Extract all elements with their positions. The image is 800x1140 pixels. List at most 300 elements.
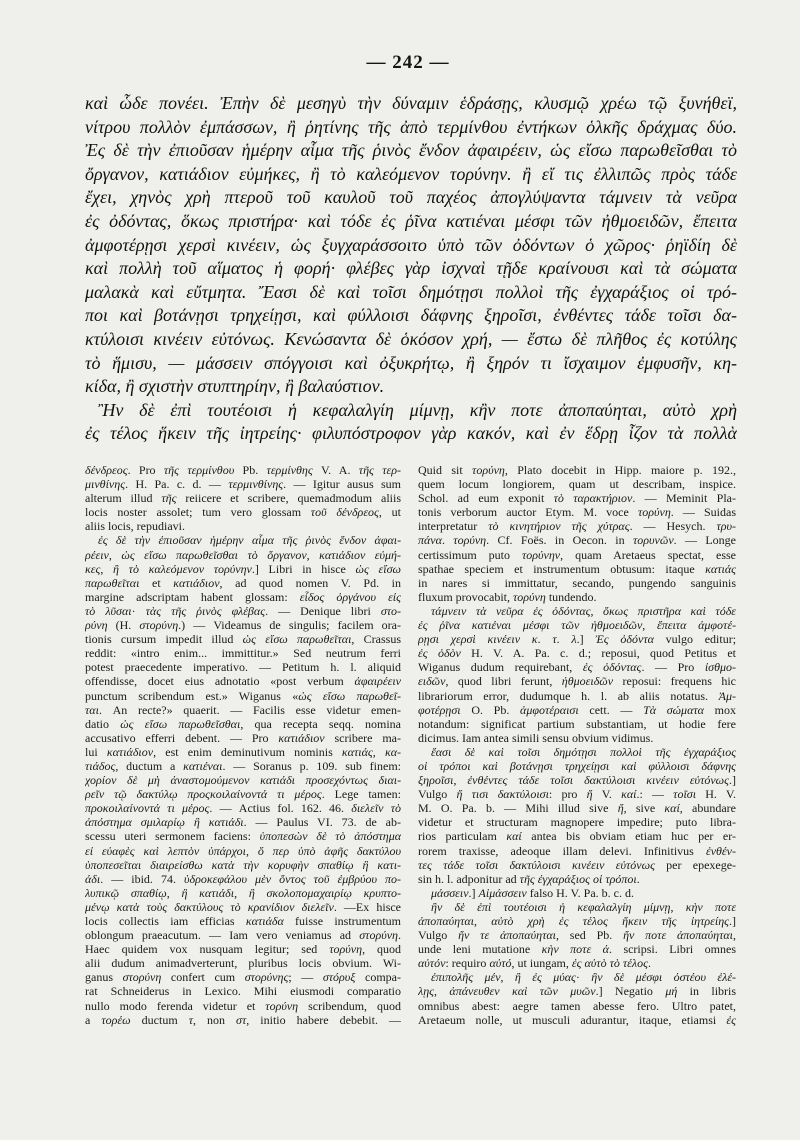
- greek-word: ἀ: [602, 942, 609, 957]
- greek-word: τόδε: [715, 603, 736, 618]
- greek-word: αἷμα: [251, 533, 274, 548]
- greek-word: χορίον: [85, 773, 117, 788]
- greek-word: εἴσω: [322, 688, 346, 703]
- greek-word: τρυ: [716, 519, 733, 534]
- greek-word: τὸ: [390, 801, 401, 816]
- greek-word: Αἱμάσσειν: [478, 885, 527, 900]
- footnote-line: Haec quidem vox nusquam legitur; sed τορύνη, quod: [85, 942, 401, 957]
- footnote-line: τὸ λῦσαι· τὰς τῆς ῥινὸς φλέβας. — Denique libri στο-: [85, 603, 401, 618]
- greek-word: ὡς: [121, 547, 135, 562]
- greek-word: τορύνη: [472, 463, 505, 477]
- main-text-line: ἔχει, χηνὸς χρὴ πτεροῦ τοῦ καυλοῦ τοῦ παχέος ἀπογλύψαντα τάμνειν τὰ νεῦρα: [85, 187, 737, 208]
- greek-word: μέσφι: [522, 618, 550, 633]
- footnote-line: ἐς ῥῖνα κατιέναι μέσφι τῶν ἠθμοειδῶν, ἔπειτα ἀμφοτέ-: [418, 618, 736, 633]
- footnote-line: χορίον δὲ μὴ ἀναστομούμενον κατιάδι προσεχόντως διαι-: [85, 773, 401, 788]
- greek-word: δημότῃσι: [553, 744, 597, 759]
- footnote-line: rorem traxisse, adeoque illam delevi. Infinitivus ἐνθέν-: [418, 843, 736, 858]
- greek-word: εὐμή: [374, 547, 398, 562]
- footnote-line: punctum scribendum est.» Wiganus «ὡς εἴσω παρωθεῖ-: [85, 688, 401, 703]
- footnote-line: locis collectis iam efficias κατιάδα fuisse instrumentum: [85, 914, 401, 928]
- greek-word: δακτύλους: [174, 899, 224, 914]
- greek-word: τὰς: [145, 603, 162, 618]
- greek-word: ἔασι: [431, 744, 452, 759]
- greek-word: μένῳ: [85, 899, 110, 914]
- footnote-line: unde leni mutatione κὴν ποτε ἀ. scripsi. Libri omnes: [418, 942, 736, 957]
- greek-word: σώματα: [666, 702, 704, 717]
- greek-word: ἀποπαύηται: [418, 914, 475, 928]
- greek-word: στορύνης: [244, 970, 289, 985]
- greek-word: ἐμβρύου: [337, 871, 377, 886]
- greek-word: ἐς: [726, 1012, 736, 1027]
- greek-word: ἀναστομούμενον: [170, 773, 250, 788]
- greek-word: κες: [85, 561, 101, 576]
- greek-word: ἠθμοειδῶν: [590, 618, 643, 633]
- greek-word: τὴν: [134, 533, 151, 548]
- greek-word: εἴσω: [378, 561, 401, 576]
- main-text-line: ἀμφοτέρῃσι χερσὶ κινέειν, ὡς ξυγχαράσσοιτο ὑπὸ τῶν ὀδόντων ὁ χῶρος· ῥηϊδίη δὲ: [85, 234, 737, 255]
- greek-word: παρωθεῖται: [85, 575, 140, 590]
- greek-word: φοτέρῃσι: [418, 702, 461, 717]
- greek-word: ἀφαι: [374, 533, 398, 548]
- footnote-line: Wiganus dudum requirebant, ἐς ὀδόντας. — Pro ἰσθμο-: [418, 660, 736, 675]
- greek-word: κρανίδιον: [247, 899, 295, 914]
- greek-word: στορύνη: [139, 618, 179, 633]
- greek-word: ἢ: [193, 815, 200, 830]
- footnote-line: δένδρεος. Pro τῆς τερμίνθου Pb. τερμίνθης V. A. τῆς τερ-: [85, 463, 401, 477]
- main-text-line: ἐς ὀδόντας, ὅκως πριστήρα· καὶ τόδε ἐς ῥῖνα κατιέναι μέσφι τῶν ἠθμοειδῶν, ἔπειτα: [85, 210, 737, 231]
- greek-word: λῦσαι: [105, 603, 132, 618]
- greek-word: ὡς: [355, 561, 369, 576]
- greek-word: εὐαφὲς: [101, 843, 135, 858]
- greek-word: δὲ: [127, 773, 138, 788]
- greek-word: ὡς: [120, 716, 134, 731]
- main-text-line: νίτρου πολλὸν ἐμπάσσων, ἢ ῥητίνης τῆς ἀπὸ τερμίνθου ἐντήκων ὁλκῆς δράχμας δύο.: [85, 116, 737, 137]
- page-number: — 242 —: [366, 52, 450, 73]
- footnote-line: scessu uteri sermonem faciens: ὑποπεσὼν δὲ τὸ ἀπόστημα: [85, 829, 401, 844]
- greek-word: εἴσω: [265, 632, 288, 647]
- footnote-line: ξηροῖσι, ἐνθέντες τάδε τοῖσι δακτύλοισι κινέειν εὐτόνως.]: [418, 773, 736, 788]
- greek-word: μινθίνης: [85, 477, 126, 492]
- greek-word: εἰς: [388, 589, 401, 604]
- greek-word: κατι: [377, 857, 398, 872]
- greek-word: τὸ: [335, 829, 346, 844]
- greek-word: σπαθίῳ: [130, 885, 167, 900]
- greek-word: ποτε: [645, 928, 667, 943]
- footnote-line: ρεῖν τῷ δακτύλῳ προςκοιλαίνοντά τι μέρος. Lege tamen:: [85, 787, 401, 802]
- greek-word: αὐτόν: [418, 956, 446, 971]
- greek-word: εἶδος: [299, 589, 325, 604]
- footnote-line: κες, ἢ τὸ καλεόμενον τορύνην.] Libri in hisce ὡς εἴσω: [85, 561, 401, 576]
- greek-word: ἐς: [418, 646, 428, 661]
- footnote-line: tionis cursum impedit illud ὡς εἴσω παρωθεῖται, Crassus: [85, 632, 401, 647]
- greek-word: τορύνην: [521, 547, 561, 562]
- greek-word: ἐνθέντες: [467, 773, 508, 788]
- greek-word: λ: [571, 632, 577, 647]
- greek-word: κινέειν: [487, 632, 521, 647]
- greek-word: ρέειν: [85, 547, 109, 562]
- greek-word: μὴ: [147, 773, 160, 788]
- greek-word: ποτε: [715, 899, 736, 914]
- greek-word: καὶ: [621, 758, 637, 773]
- greek-word: τισι: [471, 787, 489, 802]
- footnote-line: librariorum error, dudumque h. l. ab aliis notatus. Ἀμ-: [418, 688, 736, 703]
- footnote-line: ἀπόστημα σμιλαρίῳ ἢ κατιάδι. — Paulus VI. 73. de ab-: [85, 815, 401, 830]
- footnote-line: alii dudum animadverterunt, pluribus locis obvium. Wi-: [85, 956, 401, 971]
- greek-word: καὶ: [482, 758, 498, 773]
- footnote-line: Vulgo ἤν τε ἀποπαύηται, sed Pb. ἤν ποτε ἀποπαύηται,: [418, 928, 736, 943]
- greek-word: τρόποι: [439, 758, 471, 773]
- greek-word: δὲ: [316, 829, 327, 844]
- greek-word: διελεῖν: [301, 899, 334, 914]
- greek-word: μή: [665, 984, 678, 999]
- footnote-line: Schol. ad eum exponit τὸ ταρακτήριον. — Meminit Pla-: [418, 491, 736, 506]
- greek-word: μάσσειν: [431, 885, 469, 900]
- footnote-line: notandum: significat partium substantiam, ut hodie fere: [418, 716, 736, 731]
- footnote-line: Quid sit τορύνη, Plato docebit in Hipp. maiore p. 192.,: [418, 463, 736, 477]
- greek-word: δακτύλοισι: [509, 857, 561, 872]
- footnote-line: φοτέρῃσι O. Pb. ἀμφοτέραισι cett. — Τὰ σώματα mox: [418, 702, 736, 717]
- greek-word: δακτύλῳ: [136, 787, 178, 802]
- greek-word: τοὺς: [146, 899, 168, 914]
- greek-word: μέν: [484, 970, 501, 985]
- greek-word: αὐτὸ: [584, 956, 607, 971]
- greek-word: τάδε: [518, 773, 540, 788]
- greek-word: ὀστέου: [673, 970, 707, 985]
- footnote-line: μένῳ κατὰ τοὺς δακτύλους τὸ κρανίδιον διελεῖν. —Ex hisce: [85, 899, 401, 914]
- greek-word: ρύνη: [85, 618, 108, 633]
- greek-word: δάφνης: [701, 758, 736, 773]
- greek-word: προσεχόντως: [305, 773, 368, 788]
- footnote-line: accusativo efferri debent. — Pro κατιάδιον scribere ma-: [85, 730, 401, 745]
- greek-word: ἀποπαύηται: [676, 928, 733, 943]
- greek-word: στόρυξ: [322, 970, 356, 985]
- footnote-line: τες τάδε τοῖσι δακτύλοισι κινέειν εὐτόνως per epexege-: [418, 857, 736, 872]
- greek-word: ἐς: [418, 618, 428, 633]
- greek-word: μὲν: [255, 871, 272, 886]
- footnote-line: ganus στορύνη confert cum στορύνης; — στόρυξ compa-: [85, 970, 401, 985]
- footnote-line: ρύνη (H. στορύνη.) — Videamus de singulis; facilem ora-: [85, 618, 401, 633]
- footnote-line: ειδῶν, quod libri ferunt, ἠθμοειδῶν reposui: frequens hic: [418, 674, 736, 689]
- greek-word: κα: [384, 744, 398, 759]
- greek-word: διελεῖν: [351, 801, 384, 816]
- greek-word: ἤ: [456, 787, 463, 802]
- greek-word: εἰ: [85, 843, 94, 858]
- footnote-line: reddit: «intro enim... immittitur.» Sed neutrum ferri: [85, 646, 401, 661]
- greek-word: ὀδόντας: [603, 660, 642, 675]
- main-text-line: τὸ ἥμισυ, — μάσσειν σπόγγοισι καὶ ὀξυκρήτῳ, ἢ ξηρόν τι ἴσχαιμον ἐμφυσῆν, κη-: [85, 352, 737, 373]
- greek-word: τάδε: [443, 857, 465, 872]
- greek-word: ἐς: [532, 970, 542, 985]
- footnote-line: [418, 745, 736, 759]
- greek-word: ἐπιοῦσαν: [158, 533, 202, 548]
- greek-word: οἱ: [418, 758, 428, 773]
- main-text-line: ἐς τέλος ἥκειν τῆς ἰητρείης· φιλυπόστροφον γὰρ κακόν, καὶ ἐν ἕδρῃ ἶζον τὰ πολλὰ: [85, 423, 737, 444]
- footnote-line: nullo modo ferenda videtur et τορύνη scribendum, quod: [85, 998, 401, 1013]
- footnote-line: sin h. l. adponitur ad τῆς ἐγχαράξιος οἱ τρόποι.: [418, 871, 640, 886]
- main-text-line: κίδα, ἢ σχιστὴν στυπτηρίην, ἢ βαλαύστιον.: [85, 376, 385, 397]
- greek-word: νεῦρα: [495, 603, 524, 618]
- greek-word: εἴσω: [144, 716, 168, 731]
- footnote-line: ἀποπαύηται, αὐτὸ χρὴ ἐς τέλος ἥκειν τῆς ἰητρείης.]: [418, 914, 736, 928]
- greek-word: ἤν: [458, 928, 470, 943]
- greek-word: ἐς: [533, 603, 543, 618]
- greek-word: κατὰ: [211, 857, 235, 872]
- greek-word: κινητήριον: [509, 519, 561, 534]
- greek-word: κατὰ: [116, 899, 140, 914]
- greek-word: ἠθμοειδῶν: [561, 674, 614, 689]
- greek-word: ἰητρείης: [690, 914, 730, 928]
- greek-word: βοτάνῃσι: [509, 758, 553, 773]
- greek-word: περ: [272, 843, 290, 858]
- greek-word: τουτέοισι: [503, 899, 547, 914]
- greek-word: τοῦ: [313, 871, 330, 886]
- greek-word: τῆς: [358, 463, 374, 477]
- greek-word: κεφαλαλγίη: [577, 899, 632, 914]
- greek-word: ὄργανον: [267, 547, 307, 562]
- greek-word: ἔπειτα: [656, 618, 687, 633]
- footnote-line: potest praecedente imperativo. — Petitum h. l. aliquid: [85, 660, 401, 675]
- greek-word: τῆς: [161, 491, 177, 506]
- greek-word: τὸ: [488, 519, 499, 534]
- greek-word: τὸ: [85, 603, 96, 618]
- greek-word: ἤ: [617, 801, 624, 816]
- greek-word: προςκοιλαίνοντά: [187, 787, 268, 802]
- greek-word: Τὰ: [643, 702, 657, 717]
- greek-word: ῥινὸς: [196, 603, 222, 618]
- greek-word: ποτε: [570, 942, 592, 957]
- greek-word: κατιάδιον: [319, 547, 366, 562]
- greek-word: κατιάδι: [260, 773, 295, 788]
- greek-word: φύλλοισι: [648, 758, 690, 773]
- footnote-line: Aretaeum nolle, ut musculi adurantur, itaque, etiamsi ἐς: [418, 1012, 736, 1027]
- greek-word: τερμινθίνης: [228, 477, 284, 492]
- footnote-line: ἐπιπολῆς μέν, ἢ ἐς μύας· ἢν δὲ μέσφι ὀστέου ἐλέ-: [431, 970, 736, 985]
- greek-word: μέρος: [182, 801, 210, 816]
- footnote-line: alterum illud τῆς reiicere et scribere, quemadmodum aliis: [85, 491, 401, 506]
- greek-word: τῆς: [163, 463, 180, 477]
- footnote-line: τάμνειν τὰ νεῦρα ἐς ὀδόντας, ὅκως πριστῆρα καὶ τόδε: [431, 603, 736, 618]
- greek-word: τες: [418, 857, 432, 872]
- greek-word: τῶν: [539, 984, 558, 999]
- greek-word: ἀφαιρέειν: [354, 674, 401, 689]
- greek-word: ὅκως: [603, 603, 629, 618]
- greek-word: ρῃσι: [418, 632, 439, 647]
- greek-word: ὄντος: [279, 871, 306, 886]
- greek-word: ἤ: [586, 787, 593, 802]
- greek-word: ὑδροκεφάλου: [183, 871, 247, 886]
- footnote-line: μάσσειν.] Αἱμάσσειν falso H. V. Pa. b. c. d.: [431, 885, 634, 900]
- greek-word: τῆς: [519, 871, 535, 886]
- greek-word: αὐτὸ: [491, 914, 514, 928]
- greek-word: τὸ: [128, 561, 139, 576]
- greek-word: ὡς: [242, 632, 257, 647]
- greek-word: καὶ: [690, 603, 706, 618]
- greek-word: τορύνη: [512, 589, 546, 604]
- footnote-line: ται. An recte?» quaerit. — Facilis esse videtur emen-: [85, 702, 401, 717]
- greek-word: κὴν: [541, 942, 559, 957]
- greek-word: Ἐς: [595, 632, 609, 647]
- greek-word: ἡ: [559, 899, 566, 914]
- greek-word: τὰ: [475, 603, 487, 618]
- footnote-line: αὐτόν: requiro αὐτό, ut iungam, ἐς αὐτὸ τὸ τέλος.: [418, 956, 651, 971]
- greek-word: ἐς: [582, 660, 593, 675]
- greek-word: ἐς: [98, 533, 108, 548]
- greek-word: ἢ: [181, 885, 188, 900]
- greek-word: κὴν: [685, 899, 703, 914]
- greek-word: ἁφῆς: [324, 843, 349, 858]
- greek-word: πάνα: [418, 533, 442, 548]
- footnote-line: πάνα. τορύνη. Cf. Foës. in Oecon. in τορυνῶν. — Longe: [418, 533, 736, 548]
- greek-word: τὸ: [247, 547, 258, 562]
- footnote-line: λυπικῷ σπαθίῳ, ἢ κατιάδι, ἢ σκολοπομαχαιρίῳ κρυπτο-: [85, 885, 401, 900]
- footnote-line: videtur et structuram magnopere impedire; puto libra-: [418, 815, 736, 830]
- greek-word: διαιρείσθω: [150, 857, 203, 872]
- greek-word: ἤν: [623, 928, 635, 943]
- greek-word: Ἀμ: [718, 688, 732, 703]
- greek-word: τῆς: [282, 533, 298, 548]
- greek-word: άδι: [85, 871, 101, 886]
- greek-word: καλεόμενον: [148, 561, 205, 576]
- greek-word: δακτύλου: [356, 843, 401, 858]
- greek-word: ἀπόστημα: [85, 815, 132, 830]
- footnote-line: interpretatur τὸ κινητήριον τῆς χύτρας. — Hesych. τρυ-: [418, 519, 736, 534]
- main-text-line: ποι καὶ βοτάνῃσι τρηχείῃσι, καὶ φύλλοισι δάφνης ξηροῖσι, ἐνθέντες τάδε τοῖσι δα-: [85, 305, 737, 326]
- greek-word: μίμνῃ: [643, 899, 671, 914]
- greek-word: τορύνη: [637, 505, 671, 520]
- greek-word: καὶ: [511, 984, 528, 999]
- greek-word: κατιάδιον: [106, 744, 154, 759]
- greek-word: τορύνην: [213, 561, 252, 576]
- footnote-line: omnibus abest: aegre tamen abesse fero. Ultro patet,: [418, 998, 736, 1013]
- greek-word: ἀποπαύηται: [499, 928, 556, 943]
- greek-word: αὐτό: [489, 956, 512, 971]
- greek-word: ξηροῖσι: [418, 773, 454, 788]
- greek-word: καὶ: [143, 843, 159, 858]
- greek-word: ὑποπεσεῖται: [85, 857, 142, 872]
- greek-word: τῆς: [171, 603, 187, 618]
- greek-word: ὑπάρχοι: [208, 843, 247, 858]
- footnote-line: ἐς ὀδὸν H. V. A. Pa. c. d.; reposui, quod Petitus et: [418, 646, 736, 661]
- greek-word: φλέβας: [231, 603, 266, 618]
- greek-word: τιάδος: [85, 758, 116, 773]
- greek-word: δένδρεος: [336, 505, 379, 520]
- greek-word: στορύνη: [359, 928, 398, 943]
- greek-word: κρυπτο: [363, 885, 398, 900]
- footnote-line: offendisse, docet eius adnotatio «post verbum ἀφαιρέειν: [85, 674, 401, 689]
- greek-word: τε: [480, 928, 490, 943]
- greek-word: διαι: [378, 773, 398, 788]
- greek-word: κινέειν: [646, 773, 679, 788]
- greek-word: πριστῆρα: [637, 603, 681, 618]
- greek-word: καὶ: [488, 744, 504, 759]
- main-text-line: ὄργανον, κατιάδιον εὐμήκες, ἢ τὸ καλεόμενον τορύνην. ἢ εἴ τις ἐλλιπῶς πρὸς τάδε: [85, 163, 737, 184]
- greek-word: τῆς: [571, 519, 587, 534]
- greek-word: κορυφὴν: [267, 857, 309, 872]
- greek-word: τ: [188, 1012, 193, 1027]
- greek-word: τοῖσι: [517, 744, 541, 759]
- footnote-line: ρέειν, ὡς εἴσω παρωθεῖσθαι τὸ ὄργανον, κατιάδιον εὐμή-: [85, 547, 401, 562]
- footnote-line: μινθίνης. H. Pa. c. d. — τερμινθίνης. — Igitur ausus sum: [85, 477, 401, 492]
- greek-word: δακτύλοισι: [497, 787, 549, 802]
- greek-word: παρωθεῖ: [356, 688, 398, 703]
- greek-word: ἢ: [362, 857, 369, 872]
- footnote-line: lui κατιάδιον, est enim deminutivum nominis κατιάς, κα-: [85, 744, 401, 759]
- greek-word: μέσφι: [635, 970, 663, 985]
- greek-word: παρωθεῖται: [296, 632, 352, 647]
- greek-word: τὸ: [230, 899, 241, 914]
- greek-word: κ: [531, 632, 538, 647]
- greek-word: ταρακτήριον: [573, 491, 633, 506]
- greek-word: χύτρας: [597, 519, 630, 534]
- footnote-line: tonis verborum auctor Etym. M. voce τορύνη. — Suidas: [418, 505, 736, 520]
- greek-word: ὅ: [257, 843, 264, 858]
- greek-word: ἡμέρην: [209, 533, 244, 548]
- greek-word: πολλοὶ: [610, 744, 642, 759]
- greek-word: ὀδόντας: [552, 603, 591, 618]
- greek-word: τορύνη: [329, 942, 363, 957]
- greek-word: κατιάδι: [199, 885, 235, 900]
- footnote-line: in nares si immittatur, secando, pungendo sanguinis: [418, 575, 736, 590]
- greek-word: λυπικῷ: [85, 885, 120, 900]
- footnote-line: λῃς, ἀπάνευθεν καὶ τῶν μυῶν.] Negatio μή in libris: [418, 984, 736, 999]
- greek-word: ἐπιπολῆς: [431, 970, 474, 985]
- footnote-line: εἰ εὐαφὲς καὶ λεπτὸν ὑπάρχοι, ὅ περ ὑπὸ ἁφῆς δακτύλου: [85, 843, 401, 858]
- greek-word: ὑπὸ: [297, 843, 316, 858]
- greek-word: κατιάδιον: [278, 730, 325, 745]
- greek-word: ἀμφοτέραισι: [520, 702, 579, 717]
- footnote-line: locis noster assolet; tum vero glossam τοῦ δένδρεος, ut: [85, 505, 401, 520]
- greek-word: τερμίνθης: [266, 463, 313, 477]
- greek-word: χρὴ: [527, 914, 545, 928]
- greek-word: ὀργάνου: [336, 589, 376, 604]
- footnote-column-right: [418, 463, 736, 1027]
- greek-word: τορύνη: [453, 533, 487, 548]
- greek-word: ἀπόστημα: [354, 829, 401, 844]
- greek-word: ῥινὸς: [305, 533, 331, 548]
- greek-word: μυῶν: [570, 984, 596, 999]
- greek-word: τάμνειν: [431, 603, 467, 618]
- greek-word: τὸ: [553, 491, 564, 506]
- greek-word: στορύνη: [122, 970, 162, 985]
- greek-word: δὲ: [115, 533, 127, 548]
- greek-word: ῥῖνα: [439, 618, 461, 633]
- footnote-line: τιάδος, ductum a κατιέναι. — Soranus p. 109. sub finem:: [85, 758, 401, 773]
- greek-word: μύας: [553, 970, 576, 985]
- greek-word: τὴν: [243, 857, 259, 872]
- footnote-line: ὑποπεσεῖται διαιρείσθω κατὰ τὴν κορυφὴν σπαθίῳ ἢ κατι-: [85, 857, 401, 872]
- greek-word: ἐς: [558, 914, 569, 928]
- greek-word: ἐπὶ: [477, 899, 492, 914]
- greek-word: καί: [621, 787, 637, 802]
- greek-word: κατιάδα: [245, 914, 284, 928]
- greek-word: τὸ: [609, 956, 620, 971]
- greek-word: τοῖσι: [475, 857, 499, 872]
- greek-word: τερμίνθου: [187, 463, 235, 477]
- footnote-line: Vulgo ἤ τισι δακτύλοισι: pro ἤ V. καί.: — τοῖσι H. V.: [418, 787, 736, 802]
- greek-word: κατιέναι: [183, 758, 223, 773]
- footnote-line: certissimum puto τορύνην, quam Aretaeus spectat, esse: [418, 547, 736, 562]
- main-text-line: Ἐς δὲ τὴν ἐπιοῦσαν ἡμέρην αἷμα τῆς ῥινὸς ἔνδον ἀφαιρέειν, ὡς εἴσω παρωθεῖσθαι τὸ: [85, 140, 737, 161]
- greek-word: ἢν: [431, 899, 443, 914]
- greek-word: τορύνη: [265, 998, 299, 1013]
- greek-word: κινέειν: [571, 857, 605, 872]
- greek-word: χερσὶ: [450, 632, 476, 647]
- greek-word: καί: [506, 829, 522, 844]
- greek-word: τι: [276, 787, 285, 802]
- greek-word: ἐλέ: [717, 970, 733, 985]
- greek-word: τῆς: [661, 914, 677, 928]
- footnote-line: margine adscriptam habent glossam: εἶδος ὀργάνου εἰς: [85, 589, 401, 604]
